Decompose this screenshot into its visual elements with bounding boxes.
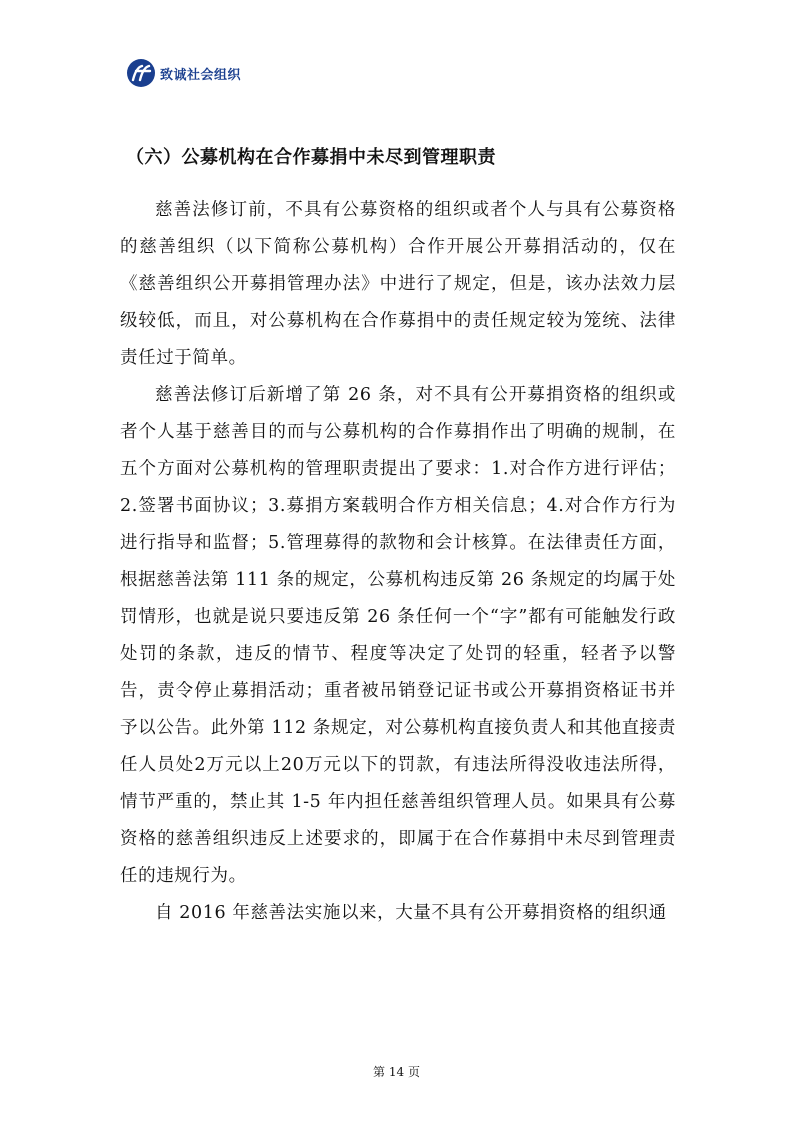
paragraph-1: 慈善法修订前，不具有公募资格的组织或者个人与具有公募资格的慈善组织（以下简称公募机构）合作开展公开募捐活动的，仅在《慈善组织公开募捐管理办法》中进行了规定，但是，该办法效力层级较低，而且，对公募机构在合作募捐中的责任规定较为笼统、法律责任过于简单。 xyxy=(120,200,676,368)
paragraph-2: 慈善法修订后新增了第 26 条，对不具有公开募捐资格的组织或者个人基于慈善目的而与公募机构的合作募捐作出了明确的规制，在五个方面对公募机构的管理职责提出了要求：1.对合作方进行评估；2.签署书面协议；3.募捐方案载明合作方相关信息；4.对合作方行为进行指导和监督；5.管理募得的款物和会计核算。在法律责任方面，根据慈善法第 111 条的规定，公募机构违反第 26 条规定的均属于处罚情形，也就是说只要违反第 26 条任何一个“字”都有可能触发行政处罚的条款，违反的情节、程度等决定了处罚的轻重，轻者予以警告，责令停止募捐活动；重者被吊销登记证书或公开募捐资格证书并予以公告。此外第 112 条规定，对公募机构直接负责人和其他直接责任人员处2万元以上20万元以下的罚款，有违法所得没收违法所得，情节严重的，禁止其 1-5 年内担任慈善组织管理人员。如果具有公募资格的慈善组织违反上述要求的，即属于在合作募捐中未尽到管理责任的违规行为。 xyxy=(120,385,676,886)
section-title: （六）公募机构在合作募捐中未尽到管理职责 xyxy=(126,147,496,168)
page-number: 第 14 页 xyxy=(373,1065,420,1079)
logo-text: 致诚社会组织 xyxy=(160,67,242,83)
body-text xyxy=(120,192,676,932)
paragraph-3: 自 2016 年慈善法实施以来，大量不具有公开募捐资格的组织通 xyxy=(155,903,667,923)
page-header xyxy=(126,58,241,88)
organization-logo-icon xyxy=(126,58,156,88)
